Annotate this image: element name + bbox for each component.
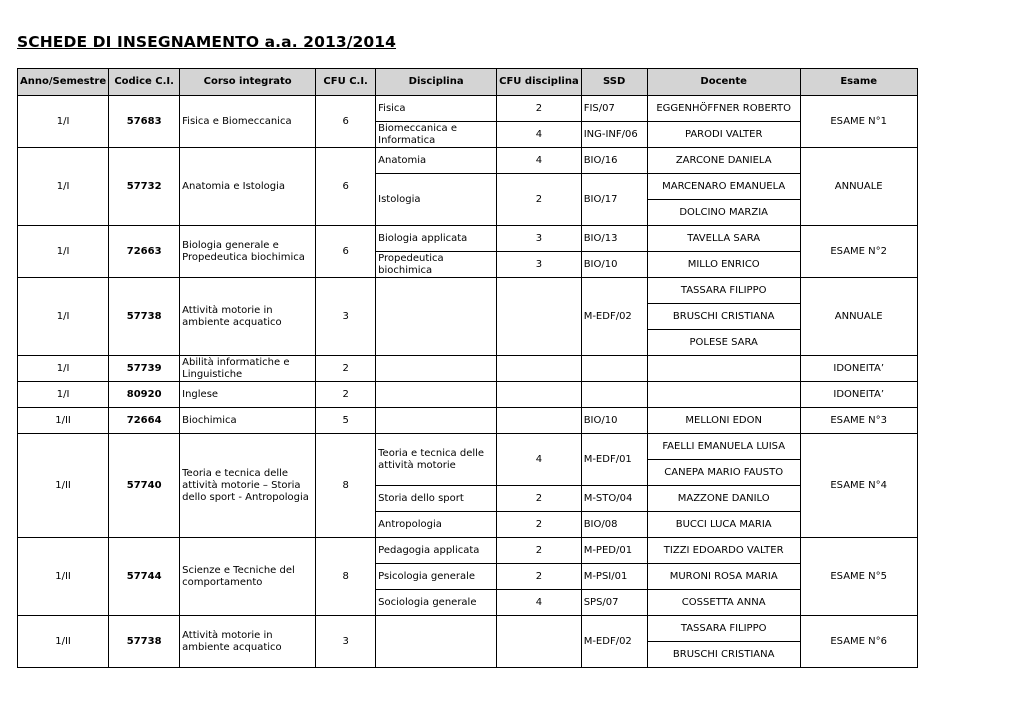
- codice-cell: 57744: [109, 538, 180, 616]
- docente-cell: MILLO ENRICO: [647, 252, 800, 278]
- cfu-disciplina-cell: 2: [497, 96, 582, 122]
- esame-cell: IDONEITA’: [800, 382, 917, 408]
- table-row: [18, 382, 918, 408]
- disciplina-cell: Biologia applicata: [376, 226, 497, 252]
- anno-semestre-cell: 1/I: [18, 226, 109, 278]
- esame-cell: ANNUALE: [800, 148, 917, 226]
- disciplina-cell: Pedagogia applicata: [376, 538, 497, 564]
- header-cfu-ci: CFU C.I.: [316, 69, 376, 96]
- ssd-cell: M-EDF/02: [581, 616, 647, 668]
- cfu-disciplina-cell: 4: [497, 148, 582, 174]
- disciplina-cell: [376, 278, 497, 356]
- docente-cell: DOLCINO MARZIA: [647, 200, 800, 226]
- docente-cell: TAVELLA SARA: [647, 226, 800, 252]
- ssd-cell: M-EDF/01: [581, 434, 647, 486]
- docente-cell: TASSARA FILIPPO: [647, 278, 800, 304]
- cfu-ci-cell: 3: [316, 616, 376, 668]
- cfu-ci-cell: 2: [316, 356, 376, 382]
- cfu-disciplina-cell: 4: [497, 434, 582, 486]
- cfu-disciplina-cell: 3: [497, 252, 582, 278]
- docente-cell: EGGENHÖFFNER ROBERTO: [647, 96, 800, 122]
- cfu-disciplina-cell: [497, 616, 582, 668]
- table-row: [18, 616, 918, 642]
- cfu-ci-cell: 5: [316, 408, 376, 434]
- disciplina-cell: [376, 356, 497, 382]
- esame-cell: ESAME N°6: [800, 616, 917, 668]
- docente-cell: CANEPA MARIO FAUSTO: [647, 460, 800, 486]
- cfu-disciplina-cell: [497, 278, 582, 356]
- anno-semestre-cell: 1/I: [18, 148, 109, 226]
- corso-integrato-cell: Scienze e Tecniche del comportamento: [180, 538, 316, 616]
- disciplina-cell: Psicologia generale: [376, 564, 497, 590]
- header-esame: Esame: [800, 69, 917, 96]
- header-ssd: SSD: [581, 69, 647, 96]
- corso-integrato-cell: Inglese: [180, 382, 316, 408]
- cfu-disciplina-cell: 2: [497, 174, 582, 226]
- table-row: [18, 278, 918, 304]
- disciplina-cell: Propedeutica biochimica: [376, 252, 497, 278]
- header-anno-semestre: Anno/Semestre: [18, 69, 109, 96]
- corso-integrato-cell: Teoria e tecnica delle attività motorie – Storia dello sport - Antropologia: [180, 434, 316, 538]
- cfu-ci-cell: 2: [316, 382, 376, 408]
- esame-cell: ESAME N°1: [800, 96, 917, 148]
- ssd-cell: M-PSI/01: [581, 564, 647, 590]
- docente-cell: TIZZI EDOARDO VALTER: [647, 538, 800, 564]
- ssd-cell: BIO/10: [581, 408, 647, 434]
- header-docente: Docente: [647, 69, 800, 96]
- anno-semestre-cell: 1/II: [18, 408, 109, 434]
- corso-integrato-cell: Abilità informatiche e Linguistiche: [180, 356, 316, 382]
- cfu-ci-cell: 6: [316, 96, 376, 148]
- corso-integrato-cell: Biochimica: [180, 408, 316, 434]
- ssd-cell: M-EDF/02: [581, 278, 647, 356]
- esame-cell: ESAME N°3: [800, 408, 917, 434]
- disciplina-cell: Istologia: [376, 174, 497, 226]
- anno-semestre-cell: 1/I: [18, 278, 109, 356]
- header-disciplina: Disciplina: [376, 69, 497, 96]
- header-cfu-disciplina: CFU disciplina: [497, 69, 582, 96]
- course-schedule-table: [17, 68, 918, 668]
- ssd-cell: FIS/07: [581, 96, 647, 122]
- esame-cell: ESAME N°2: [800, 226, 917, 278]
- header-codice: Codice C.I.: [109, 69, 180, 96]
- disciplina-cell: Storia dello sport: [376, 486, 497, 512]
- cfu-ci-cell: 8: [316, 434, 376, 538]
- corso-integrato-cell: Attività motorie in ambiente acquatico: [180, 616, 316, 668]
- document-title: SCHEDE DI INSEGNAMENTO a.a. 2013/2014: [17, 33, 397, 51]
- esame-cell: ESAME N°4: [800, 434, 917, 538]
- ssd-cell: SPS/07: [581, 590, 647, 616]
- docente-cell: ZARCONE DANIELA: [647, 148, 800, 174]
- ssd-cell: BIO/17: [581, 174, 647, 226]
- codice-cell: 57740: [109, 434, 180, 538]
- header-corso-integrato: Corso integrato: [180, 69, 316, 96]
- disciplina-cell: [376, 616, 497, 668]
- disciplina-cell: Anatomia: [376, 148, 497, 174]
- disciplina-cell: [376, 382, 497, 408]
- docente-cell: [647, 382, 800, 408]
- cfu-disciplina-cell: 2: [497, 538, 582, 564]
- table-row: [18, 356, 918, 382]
- cfu-disciplina-cell: 2: [497, 486, 582, 512]
- ssd-cell: M-STO/04: [581, 486, 647, 512]
- cfu-ci-cell: 3: [316, 278, 376, 356]
- cfu-disciplina-cell: 2: [497, 564, 582, 590]
- codice-cell: 72663: [109, 226, 180, 278]
- anno-semestre-cell: 1/II: [18, 616, 109, 668]
- esame-cell: IDONEITA’: [800, 356, 917, 382]
- cfu-ci-cell: 6: [316, 148, 376, 226]
- anno-semestre-cell: 1/II: [18, 434, 109, 538]
- docente-cell: MELLONI EDON: [647, 408, 800, 434]
- docente-cell: POLESE SARA: [647, 330, 800, 356]
- docente-cell: MAZZONE DANILO: [647, 486, 800, 512]
- ssd-cell: BIO/10: [581, 252, 647, 278]
- cfu-ci-cell: 6: [316, 226, 376, 278]
- ssd-cell: M-PED/01: [581, 538, 647, 564]
- docente-cell: BUCCI LUCA MARIA: [647, 512, 800, 538]
- cfu-ci-cell: 8: [316, 538, 376, 616]
- table-row: [18, 148, 918, 174]
- table-row: [18, 96, 918, 122]
- docente-cell: MARCENARO EMANUELA: [647, 174, 800, 200]
- cfu-disciplina-cell: 4: [497, 122, 582, 148]
- esame-cell: ESAME N°5: [800, 538, 917, 616]
- corso-integrato-cell: Anatomia e Istologia: [180, 148, 316, 226]
- cfu-disciplina-cell: [497, 382, 582, 408]
- codice-cell: 57683: [109, 96, 180, 148]
- anno-semestre-cell: 1/I: [18, 382, 109, 408]
- cfu-disciplina-cell: [497, 356, 582, 382]
- disciplina-cell: Teoria e tecnica delle attività motorie: [376, 434, 497, 486]
- codice-cell: 57732: [109, 148, 180, 226]
- table-row: [18, 538, 918, 564]
- codice-cell: 57738: [109, 616, 180, 668]
- table-row: [18, 408, 918, 434]
- docente-cell: MURONI ROSA MARIA: [647, 564, 800, 590]
- cfu-disciplina-cell: 3: [497, 226, 582, 252]
- ssd-cell: BIO/16: [581, 148, 647, 174]
- anno-semestre-cell: 1/II: [18, 538, 109, 616]
- codice-cell: 80920: [109, 382, 180, 408]
- cfu-disciplina-cell: 2: [497, 512, 582, 538]
- table-header-row: [18, 69, 918, 96]
- table-row: [18, 434, 918, 460]
- docente-cell: FAELLI EMANUELA LUISA: [647, 434, 800, 460]
- disciplina-cell: Sociologia generale: [376, 590, 497, 616]
- cfu-disciplina-cell: 4: [497, 590, 582, 616]
- docente-cell: COSSETTA ANNA: [647, 590, 800, 616]
- table-row: [18, 226, 918, 252]
- disciplina-cell: Antropologia: [376, 512, 497, 538]
- disciplina-cell: Biomeccanica e Informatica: [376, 122, 497, 148]
- disciplina-cell: [376, 408, 497, 434]
- codice-cell: 72664: [109, 408, 180, 434]
- ssd-cell: BIO/13: [581, 226, 647, 252]
- corso-integrato-cell: Attività motorie in ambiente acquatico: [180, 278, 316, 356]
- docente-cell: BRUSCHI CRISTIANA: [647, 642, 800, 668]
- docente-cell: BRUSCHI CRISTIANA: [647, 304, 800, 330]
- ssd-cell: [581, 382, 647, 408]
- esame-cell: ANNUALE: [800, 278, 917, 356]
- docente-cell: PARODI VALTER: [647, 122, 800, 148]
- ssd-cell: [581, 356, 647, 382]
- docente-cell: [647, 356, 800, 382]
- ssd-cell: ING-INF/06: [581, 122, 647, 148]
- cfu-disciplina-cell: [497, 408, 582, 434]
- ssd-cell: BIO/08: [581, 512, 647, 538]
- codice-cell: 57739: [109, 356, 180, 382]
- anno-semestre-cell: 1/I: [18, 96, 109, 148]
- corso-integrato-cell: Fisica e Biomeccanica: [180, 96, 316, 148]
- disciplina-cell: Fisica: [376, 96, 497, 122]
- docente-cell: TASSARA FILIPPO: [647, 616, 800, 642]
- anno-semestre-cell: 1/I: [18, 356, 109, 382]
- corso-integrato-cell: Biologia generale e Propedeutica biochimica: [180, 226, 316, 278]
- codice-cell: 57738: [109, 278, 180, 356]
